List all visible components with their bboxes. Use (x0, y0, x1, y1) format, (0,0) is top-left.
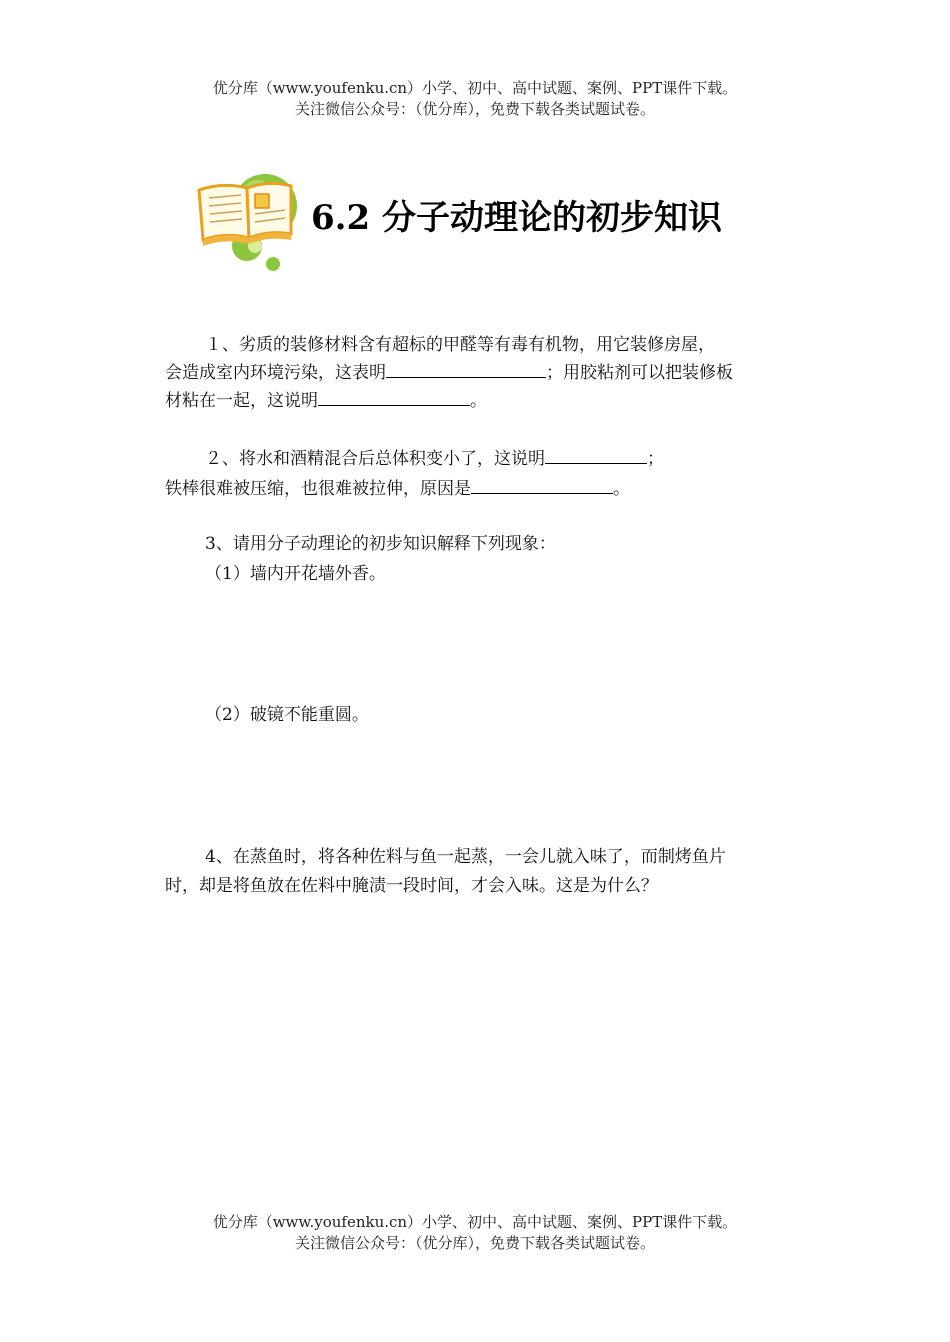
q1-text-5: 。 (470, 391, 487, 411)
open-book-icon (195, 168, 310, 273)
q2-blank-2[interactable] (471, 476, 613, 494)
q3-sub-1: （1）墙内开花墙外香。 (205, 564, 386, 584)
q2-text-1: ２、将水和酒精混合后总体积变小了，这说明 (205, 449, 545, 469)
q2-text-4: 。 (613, 479, 630, 499)
q2-text-2: ； (647, 449, 664, 469)
footer-line-1: 优分库（www.youfenku.cn）小学、初中、高中试题、案例、PPT课件下载。 (212, 1213, 738, 1231)
q1-blank-2[interactable] (318, 388, 470, 406)
header-line-1: 优分库（www.youfenku.cn）小学、初中、高中试题、案例、PPT课件下载。 (212, 79, 738, 97)
q1-line-2 (165, 359, 733, 387)
title-block (195, 168, 795, 273)
q4-line-1: 4、在蒸鱼时，将各种佐料与鱼一起蒸，一会儿就入味了，而制烤鱼片 (205, 847, 726, 867)
header-line-2: 关注微信公众号：（优分库），免费下载各类试题试卷。 (294, 100, 655, 118)
q2-line-2 (165, 475, 630, 503)
q1-line-1: １、劣质的装修材料含有超标的甲醛等有毒有机物，用它装修房屋， (205, 335, 715, 355)
q1-blank-1[interactable] (386, 360, 546, 378)
q3-stem: 3、请用分子动理论的初步知识解释下列现象： (205, 534, 556, 554)
q1-text-4: 材粘在一起，这说明 (165, 391, 318, 411)
q1-text-2: 会造成室内环境污染，这表明 (165, 363, 386, 383)
footer-line-2: 关注微信公众号：（优分库），免费下载各类试题试卷。 (294, 1234, 655, 1252)
q2-line-1 (205, 445, 664, 473)
q2-text-3: 铁棒很难被压缩，也很难被拉伸，原因是 (165, 479, 471, 499)
q4-line-2: 时，却是将鱼放在佐料中腌渍一段时间，才会入味。这是为什么？ (165, 876, 658, 896)
q2-blank-1[interactable] (545, 446, 647, 464)
q1-text-3: ；用胶粘剂可以把装修板 (546, 363, 733, 383)
page-title: 6.2 分子动理论的初步知识 (311, 198, 722, 238)
q1-line-3 (165, 387, 487, 415)
page-header (0, 78, 950, 120)
page-footer (0, 1212, 950, 1254)
q3-sub-2: （2）破镜不能重圆。 (205, 705, 369, 725)
